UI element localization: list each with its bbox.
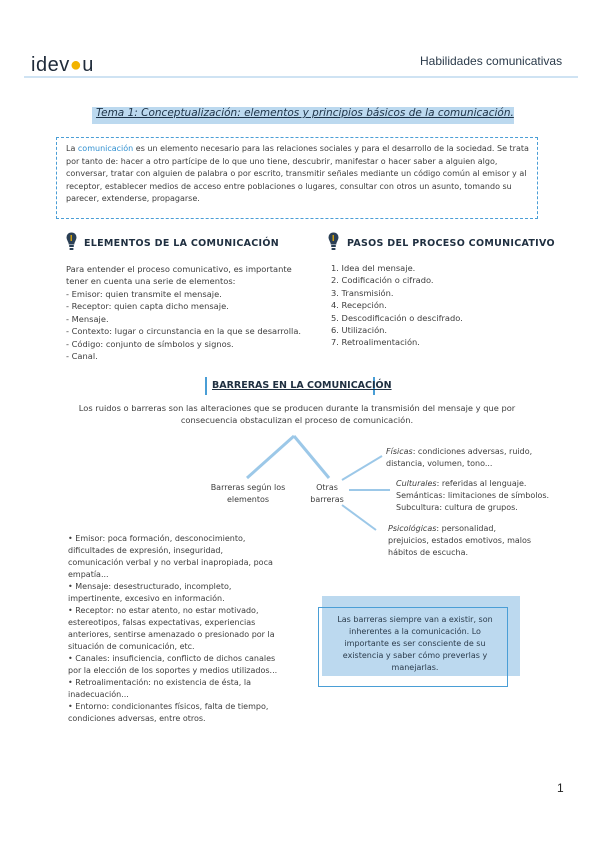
other-barrier-text: : referidas al lenguaje. Semánticas: limitaciones de símbolos. Subcultura: cultura de grupos. [396, 479, 550, 512]
list-item: • Receptor: no estar atento, no estar motivado, estereotipos, falsas expectativas, experiencias anteriores, sentirse amenazado o presionado por la situación de comunicación, etc. [68, 606, 275, 651]
definition-body: es un elemento necesario para las relaciones sociales y para el desarrollo de la sociedad. Se trata por tanto de: hacer a otro partícipe de lo que uno tiene, descubrir, manifestar o hacer saber a alguien algo, conversar, tratar con alguien de palabra o por escrito, transmitir señales mediante un código común al emisor y al receptor, establecer medios de acceso entre poblaciones o lugares, consultar con otros un asunto, tomando su parecer, extenderse, propagarse. [66, 144, 529, 204]
page-number: 1 [557, 781, 564, 795]
list-item: 3. Transmisión. [331, 287, 394, 298]
other-barrier-physical [386, 446, 536, 470]
note-text: Las barreras siempre van a existir, son inherentes a la comunicación. Lo importante es ser consciente de su existencia y saber cómo preverlas y manejarlas. [337, 615, 493, 672]
logo-text-left: idev [31, 54, 70, 76]
other-barrier-cultural [396, 478, 554, 514]
list-item: • Emisor: poca formación, desconocimiento, dificultades de expresión, inseguridad, comunicación verbal y no verbal inapropiada, poca empatía... [68, 534, 273, 579]
elements-intro: Para entender el proceso comunicativo, es importante tener en cuenta una serie de elementos: [66, 264, 292, 287]
list-item: • Entorno: condicionantes físicos, falta de tiempo, condiciones adversas, entre otros. [68, 702, 269, 723]
list-item: 5. Descodificación o descifrado. [331, 312, 463, 323]
list-item: 4. Recepción. [331, 300, 387, 311]
steps-heading: PASOS DEL PROCESO COMUNICATIVO [347, 238, 555, 249]
logo-text-right: u [82, 54, 94, 76]
list-item: 7. Retroalimentación. [331, 337, 420, 348]
topic-title: Tema 1: Conceptualización: elementos y principios básicos de la comunicación. [96, 107, 514, 119]
list-item: - Mensaje. [66, 313, 109, 324]
list-item: • Retroalimentación: no existencia de ésta, la inadecuación... [68, 678, 252, 699]
list-item: - Canal. [66, 351, 98, 362]
barriers-intro: Los ruidos o barreras son las alteraciones que se producen durante la transmisión del mensaje y que por consecuencia obstaculizan el proceso de comunicación. [78, 403, 516, 426]
other-barrier-label: Psicológicas [388, 524, 437, 533]
connector-line [342, 456, 382, 480]
list-item: • Canales: insuficiencia, conflicto de dichos canales por la elección de los soportes y medios utilizados... [68, 654, 278, 675]
list-item: - Receptor: quien capta dicho mensaje. [66, 301, 229, 312]
list-item: • Mensaje: desestructurado, incompleto, impertinente, excesivo en información. [68, 582, 232, 603]
elements-heading: ELEMENTOS DE LA COMUNICACIÓN [84, 238, 279, 249]
other-barrier-label: Culturales [396, 479, 437, 488]
connector-line [247, 436, 294, 478]
other-barrier-text: : condiciones adversas, ruido, distancia, volumen, tono... [386, 447, 533, 468]
definition-prefix: La [66, 144, 78, 153]
logo-bulb-icon: ● [69, 54, 83, 76]
list-item: - Emisor: quien transmite el mensaje. [66, 289, 222, 299]
document-title: Habilidades comunicativas [420, 54, 563, 68]
connector-line [294, 436, 329, 478]
definition-keyword: comunicación [77, 144, 134, 153]
barriers-heading: BARRERAS EN LA COMUNICACIÓN [212, 380, 392, 391]
element-barriers-list [68, 533, 280, 725]
connector-line [342, 505, 376, 530]
list-item: 2. Codificación o cifrado. [331, 275, 434, 286]
diagram-node-elements: Barreras según los elementos [210, 483, 286, 504]
diagram-node-other: Otras barreras [310, 483, 344, 504]
other-barrier-label: Físicas [386, 447, 413, 456]
other-barrier-text: : personalidad, prejuicios, estados emotivos, malos hábitos de escucha. [388, 524, 532, 557]
list-item: - Código: conjunto de símbolos y signos. [66, 338, 234, 349]
list-item: 6. Utilización. [331, 325, 388, 336]
list-item: 1. Idea del mensaje. [331, 263, 416, 273]
other-barrier-psychological [388, 523, 534, 559]
list-item: - Contexto: lugar o circunstancia en la que se desarrolla. [66, 326, 302, 337]
